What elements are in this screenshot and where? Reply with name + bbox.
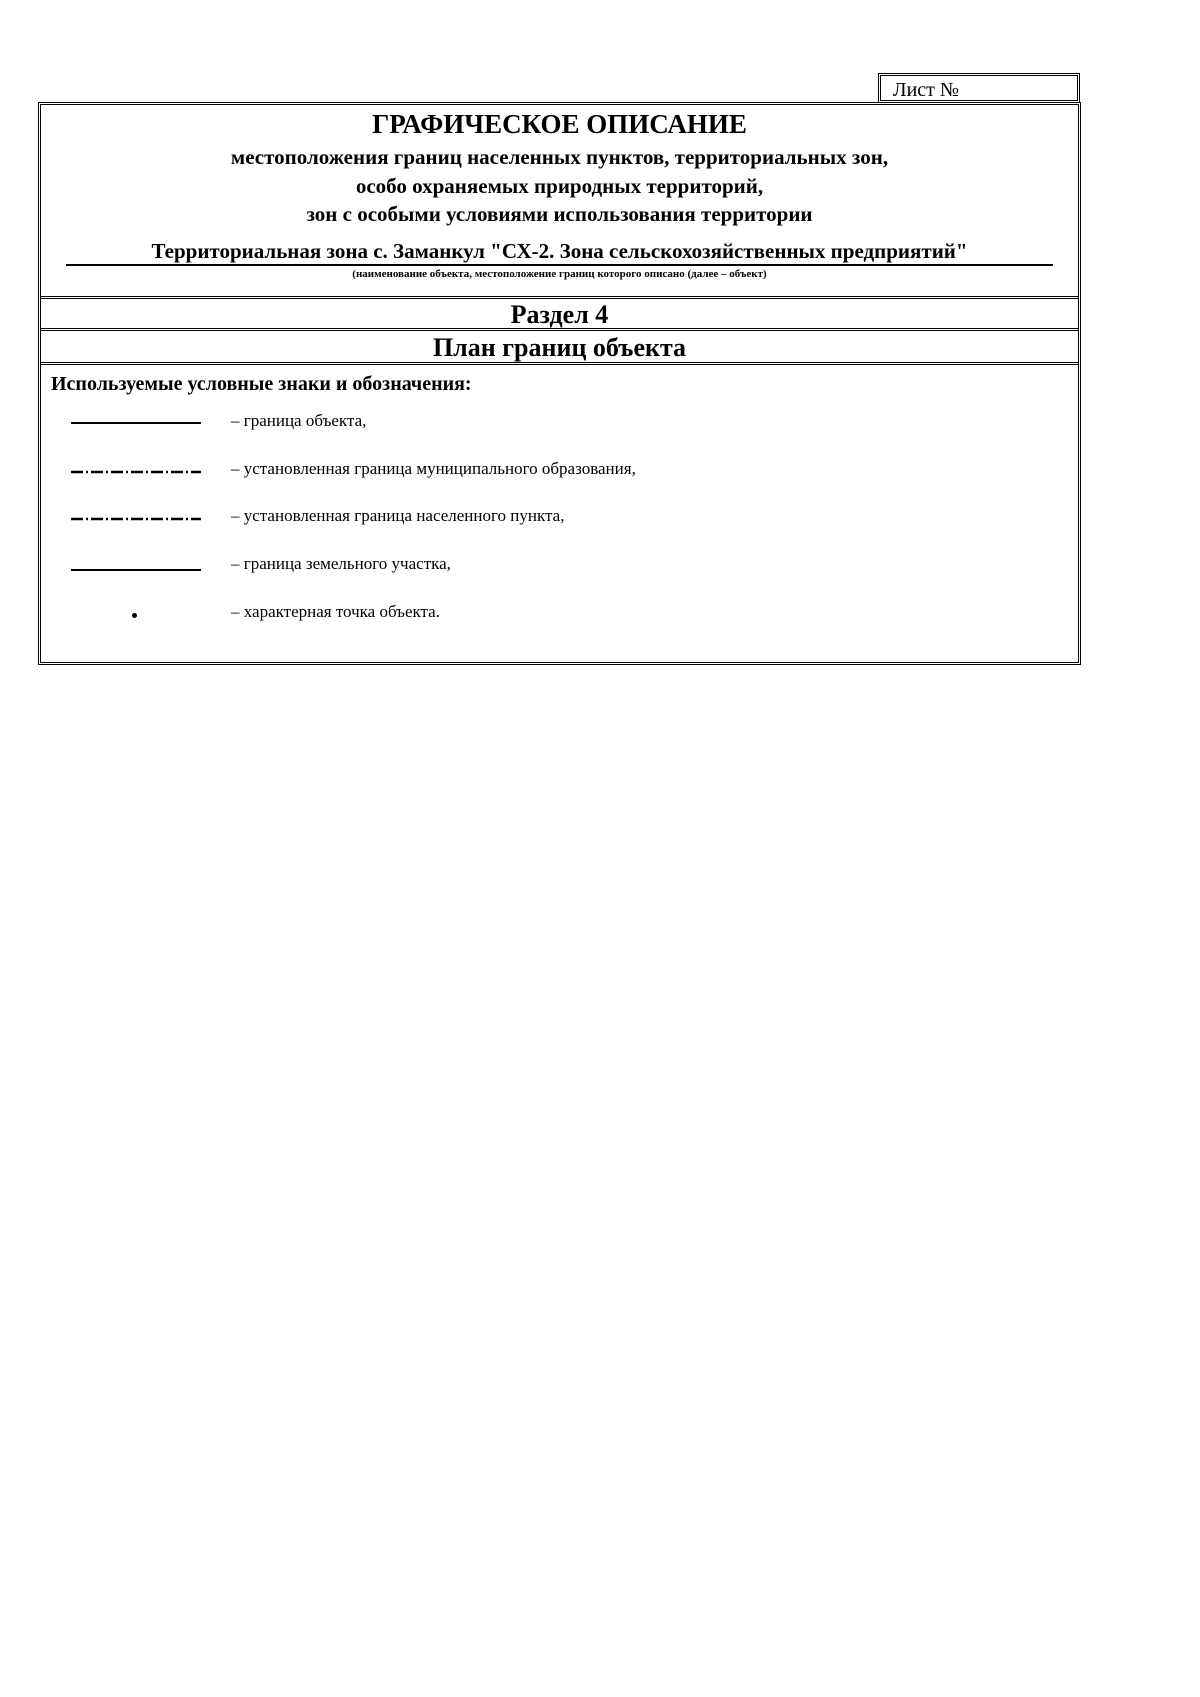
legend-item bbox=[41, 503, 1078, 533]
dash-dot-line-symbol bbox=[71, 503, 204, 533]
subtitle-line-2: особо охраняемых природных территорий, bbox=[355, 174, 764, 198]
sheet-number-box bbox=[878, 73, 1080, 103]
document-title: ГРАФИЧЕСКОЕ ОПИСАНИЕ bbox=[372, 109, 747, 139]
section-title: План границ объекта bbox=[41, 331, 1078, 365]
document-frame bbox=[38, 102, 1081, 665]
legend-item bbox=[41, 599, 1078, 629]
legend-item-text: – установленная граница населенного пункта, bbox=[231, 506, 565, 525]
subtitle-line-1: местоположения границ населенных пунктов, территориальных зон, bbox=[230, 145, 889, 169]
legend-item bbox=[41, 408, 1078, 438]
legend-item-text: – установленная граница муниципального образования, bbox=[231, 459, 636, 478]
object-caption: (наименование объекта, местоположение границ которого описано (далее – объект) bbox=[352, 268, 767, 280]
solid-line-symbol bbox=[71, 408, 204, 438]
object-name: Территориальная зона с. Заманкул "СХ-2. Зона сельскохозяйственных предприятий" bbox=[66, 238, 1053, 266]
legend-item bbox=[41, 551, 1078, 581]
legend-title: Используемые условные знаки и обозначения: bbox=[51, 373, 472, 395]
point-symbol bbox=[71, 599, 204, 629]
legend-item bbox=[41, 456, 1078, 486]
document-header bbox=[41, 105, 1078, 299]
solid-line-symbol bbox=[71, 551, 204, 581]
dash-dot-line-symbol bbox=[71, 456, 204, 486]
legend-item-text: – характерная точка объекта. bbox=[231, 602, 440, 621]
subtitle-line-3: зон с особыми условиями использования территории bbox=[306, 202, 813, 226]
legend-item-text: – граница земельного участка, bbox=[231, 554, 451, 573]
point-icon bbox=[132, 613, 137, 618]
legend-item-text: – граница объекта, bbox=[231, 411, 367, 430]
section-number: Раздел 4 bbox=[41, 299, 1078, 331]
legend bbox=[41, 365, 1078, 665]
sheet-number-label: Лист № bbox=[893, 79, 959, 101]
